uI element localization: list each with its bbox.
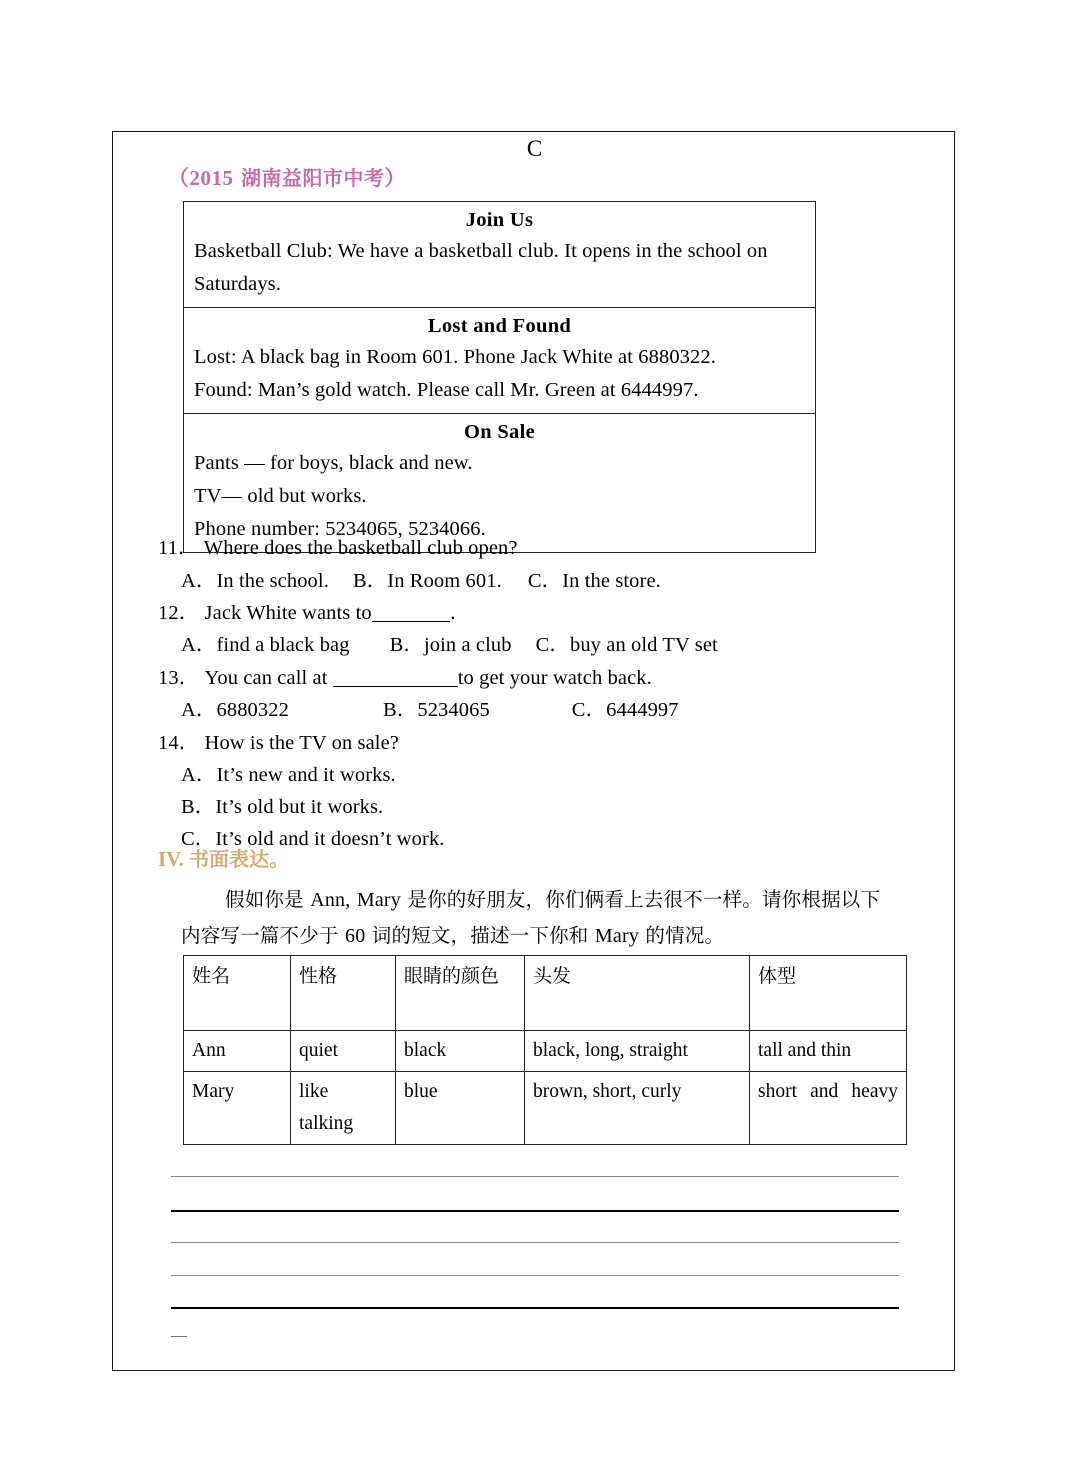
exam-source-line [168, 165, 406, 191]
prompt-name-mary-2: Mary [594, 925, 640, 947]
page-content [113, 132, 956, 1372]
ad-section-join-us [184, 202, 815, 308]
question-text-after: to get your watch back. [457, 667, 652, 689]
answer-writing-line[interactable] [171, 1275, 899, 1276]
prompt-name-ann: Ann, [310, 889, 351, 911]
question-number: 13． [158, 667, 200, 689]
cell-hair: brown, short, curly [525, 1072, 750, 1145]
ad-body-line: Lost: A black bag in Room 601. Phone Jack White at 6880322. [194, 346, 716, 368]
ad-body-line: Basketball Club: We have a basketball club. It opens in the school on Saturdays. [194, 240, 768, 295]
question-number: 12． [158, 602, 200, 624]
source-paren-open: （ [168, 166, 190, 190]
column-header-body-type: 体型 [750, 956, 907, 1031]
question-text-after: ． [449, 602, 471, 624]
question-11-stem [158, 532, 518, 564]
answer-writing-line[interactable] [171, 1210, 899, 1212]
writing-section-heading [158, 845, 289, 873]
ad-title: Lost and Found [427, 315, 572, 337]
prompt-segment: 假如你是 [225, 888, 311, 911]
section-letter: C [526, 136, 543, 161]
ad-body-line: Phone number: 5234065, 5234066. [194, 518, 486, 540]
question-14-stem [158, 727, 399, 759]
column-header-personality: 性格 [291, 956, 396, 1031]
prompt-segment: 的情况。 [639, 924, 725, 947]
ad-body-line: Pants — for boys, black and new. [194, 452, 473, 474]
question-13-stem [158, 662, 652, 694]
question-11-options [181, 565, 661, 597]
question-number: 11． [158, 537, 199, 559]
source-origin: 湖南益阳市中考 [240, 166, 385, 190]
option-b[interactable]: B．5234065 [382, 699, 490, 721]
question-14-option-b[interactable]: B．It’s old but it works. [181, 796, 384, 818]
character-info-table [183, 955, 907, 1145]
column-header-eye-color: 眼睛的颜色 [396, 956, 525, 1031]
option-a[interactable]: A．6880322 [181, 699, 289, 721]
option-c[interactable]: C．In the store. [527, 570, 661, 592]
cell-personality: like talking [291, 1072, 396, 1145]
question-number: 14． [158, 732, 200, 754]
table-header-row [184, 956, 907, 1031]
answer-writing-line[interactable] [171, 1307, 899, 1309]
cell-eye-color: black [396, 1031, 525, 1072]
cell-body-type: short and heavy [750, 1072, 907, 1145]
cell-personality: quiet [291, 1031, 396, 1072]
ad-body-line: Found: Man’s gold watch. Please call Mr. Green at 6444997. [194, 379, 699, 401]
prompt-segment: 是你的好朋友，你们俩看上去很不一样。请你根据以下内容写一篇不少于 [181, 888, 881, 947]
ad-title: Join Us [465, 209, 534, 231]
question-12-stem [158, 597, 470, 629]
prompt-name-mary: Mary [356, 889, 401, 911]
option-a[interactable]: A．In the school. [181, 570, 329, 592]
trailing-dash-mark [171, 1336, 187, 1337]
option-c[interactable]: C．6444997 [571, 699, 679, 721]
question-12-options [181, 629, 718, 661]
answer-writing-line[interactable] [171, 1242, 899, 1243]
column-header-name: 姓名 [184, 956, 291, 1031]
ad-section-lost-and-found [184, 308, 815, 414]
question-14-option-c[interactable]: C．It’s old and it doesn’t work. [181, 828, 445, 850]
option-b[interactable]: B．In Room 601. [352, 570, 502, 592]
question-text: Where does the basketball club open? [203, 537, 518, 559]
prompt-word-count: 60 [345, 925, 366, 947]
ad-body-line: TV— old but works. [194, 485, 367, 507]
question-14-option-a[interactable]: A．It’s new and it works. [181, 764, 396, 786]
answer-blank[interactable] [372, 621, 450, 622]
cell-eye-color: blue [396, 1072, 525, 1145]
cell-name: Ann [184, 1031, 291, 1072]
section-numeral: IV. [158, 847, 184, 871]
source-paren-close: ） [384, 166, 406, 190]
answer-writing-line[interactable] [171, 1176, 899, 1177]
ad-title: On Sale [463, 421, 536, 443]
table-row [184, 1072, 907, 1145]
question-text: How is the TV on sale? [204, 732, 400, 754]
writing-prompt-text [181, 882, 896, 954]
option-a[interactable]: A．find a black bag [181, 634, 350, 656]
option-c[interactable]: C．buy an old TV set [535, 634, 718, 656]
table-row [184, 1031, 907, 1072]
cell-body-type: tall and thin [750, 1031, 907, 1072]
question-text-before: Jack White wants to [204, 602, 372, 624]
answer-blank[interactable] [333, 686, 458, 687]
cell-name: Mary [184, 1072, 291, 1145]
source-year: 2015 [189, 166, 234, 190]
exam-page-frame [112, 131, 955, 1371]
section-title: 书面表达。 [189, 847, 290, 871]
column-header-hair: 头发 [525, 956, 750, 1031]
question-13-options [181, 694, 679, 726]
cell-hair: black, long, straight [525, 1031, 750, 1072]
prompt-segment: 词的短文，描述一下你和 [365, 924, 595, 947]
question-text-before: You can call at [204, 667, 328, 689]
option-b[interactable]: B．join a club [389, 634, 512, 656]
advertisement-box [183, 201, 816, 553]
